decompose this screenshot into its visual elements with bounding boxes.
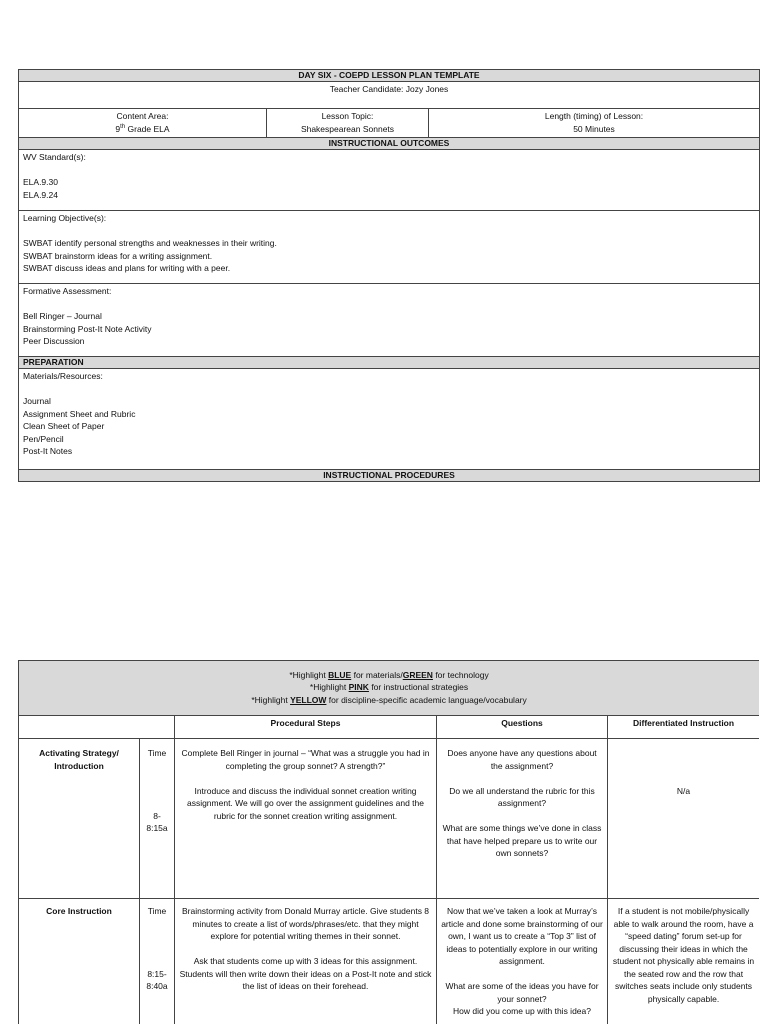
standards-cell <box>19 150 760 211</box>
activating-time-cell <box>140 739 175 899</box>
lesson-topic-label: Lesson Topic: <box>321 111 374 121</box>
material-item: Pen/Pencil <box>23 433 64 444</box>
content-area-cell <box>19 109 267 138</box>
core-time-cell <box>140 899 175 1024</box>
step-text: Brainstorming activity from Donald Murray article. Give students 8 minutes to create a list of words/phrases/etc. that they might explore for potential writing themes in their sonnet. <box>181 906 430 941</box>
teacher-candidate: Teacher Candidate: Jozy Jones <box>19 82 760 109</box>
objective-item: SWBAT brainstorm ideas for a writing assignment. <box>23 250 213 261</box>
outcomes-header: INSTRUCTIONAL OUTCOMES <box>19 138 760 150</box>
content-area-label: Content Area: <box>116 111 169 121</box>
blank-header-cell <box>19 716 175 739</box>
col-procedural-steps: Procedural Steps <box>175 716 437 739</box>
procedures-header: INSTRUCTIONAL PROCEDURES <box>19 470 760 482</box>
material-item: Clean Sheet of Paper <box>23 421 105 431</box>
step-text: Introduce and discuss the individual sonnet creation writing assignment. We will go over the assignment guidelines and the rubric for the sonnet creation writing assignment. <box>186 785 425 821</box>
material-item: Post-It Notes <box>23 446 73 456</box>
objectives-label: Learning Objective(s): <box>23 213 107 223</box>
time-end: 8:40a <box>146 981 168 991</box>
core-differentiated: If a student is not mobile/physically able to walk around the room, have a “speed dating” forum set-up for discussing their ideas in which the student not physically able remains in the seated row and the row that switches seats include only students physically capable. <box>608 899 760 1024</box>
highlight-legend <box>19 661 760 716</box>
objective-item: SWBAT identify personal strengths and weaknesses in their writing. <box>23 238 277 248</box>
assessment-item: Bell Ringer – Journal <box>23 311 102 321</box>
question-text: What are some of the ideas you have for your sonnet? <box>445 981 599 1004</box>
objective-item: SWBAT discuss ideas and plans for writing with a peer. <box>23 263 231 273</box>
material-item: Assignment Sheet and Rubric <box>23 408 136 419</box>
content-area-value: 9th Grade ELA <box>115 123 170 134</box>
assessment-label: Formative Assessment: <box>23 286 112 296</box>
activating-steps <box>175 739 437 899</box>
time-end: 8:15a <box>146 823 168 833</box>
highlight-note: *Highlight BLUE for materials/GREEN for technology <box>289 669 489 680</box>
question-text: Do we all understand the rubric for this assignment? <box>449 785 595 808</box>
question-text: Does anyone have any questions about the assignment? <box>447 748 597 771</box>
time-start: 8:15- <box>147 968 167 979</box>
core-label: Core Instruction <box>19 899 140 1024</box>
lesson-topic-cell <box>267 109 429 138</box>
lesson-plan-table <box>18 69 760 482</box>
step-text: Ask that students come up with 3 ideas for this assignment. <box>193 956 418 966</box>
highlight-note: *Highlight PINK for instructional strategies <box>309 682 469 693</box>
material-item: Journal <box>23 396 51 406</box>
lesson-length-cell <box>429 109 760 138</box>
assessment-cell <box>19 284 760 357</box>
core-steps <box>175 899 437 1024</box>
preparation-header: PREPARATION <box>19 357 760 369</box>
standard-item: ELA.9.24 <box>23 189 58 200</box>
lesson-length-label: Length (timing) of Lesson: <box>544 111 644 121</box>
activating-label: Activating Strategy/ Introduction <box>19 739 140 899</box>
highlight-note: *Highlight YELLOW for discipline-specific academic language/vocabulary <box>251 694 527 705</box>
procedures-section <box>18 660 759 1024</box>
lesson-topic-value: Shakespearean Sonnets <box>300 123 395 134</box>
materials-label: Materials/Resources: <box>23 371 103 381</box>
step-text: Students will then write down their ideas on a Post-It note and stick the list of ideas on their forehead. <box>179 968 432 991</box>
step-text: Complete Bell Ringer in journal – “What was a struggle you had in completing the group sonnet? A strength?” <box>181 748 430 771</box>
activating-questions <box>437 739 608 899</box>
materials-cell <box>19 369 760 470</box>
col-questions: Questions <box>437 716 608 739</box>
activating-differentiated: N/a <box>608 739 760 899</box>
question-text: What are some things we’ve done in class that have helped prepare us to write our own sonnets? <box>442 823 602 858</box>
lesson-plan-section <box>18 69 759 482</box>
question-text: Now that we’ve taken a look at Murray’s article and done some brainstorming of our own, I want us to create a “Top 3” list of ideas to potentially explore in our writing assignment. <box>441 906 603 966</box>
time-label: Time <box>147 906 167 916</box>
assessment-item: Peer Discussion <box>23 336 85 346</box>
time-label: Time <box>147 748 167 758</box>
lesson-length-value: 50 Minutes <box>573 123 615 134</box>
time-start: 8- <box>153 810 161 821</box>
assessment-item: Brainstorming Post-It Note Activity <box>23 323 152 334</box>
standards-label: WV Standard(s): <box>23 152 86 162</box>
procedures-table <box>18 660 759 1024</box>
core-questions <box>437 899 608 1024</box>
col-differentiated: Differentiated Instruction <box>608 716 760 739</box>
question-text: How did you come up with this idea? <box>453 1006 591 1016</box>
standard-item: ELA.9.30 <box>23 177 58 187</box>
objectives-cell <box>19 211 760 284</box>
plan-title: DAY SIX - COEPD LESSON PLAN TEMPLATE <box>19 70 760 82</box>
